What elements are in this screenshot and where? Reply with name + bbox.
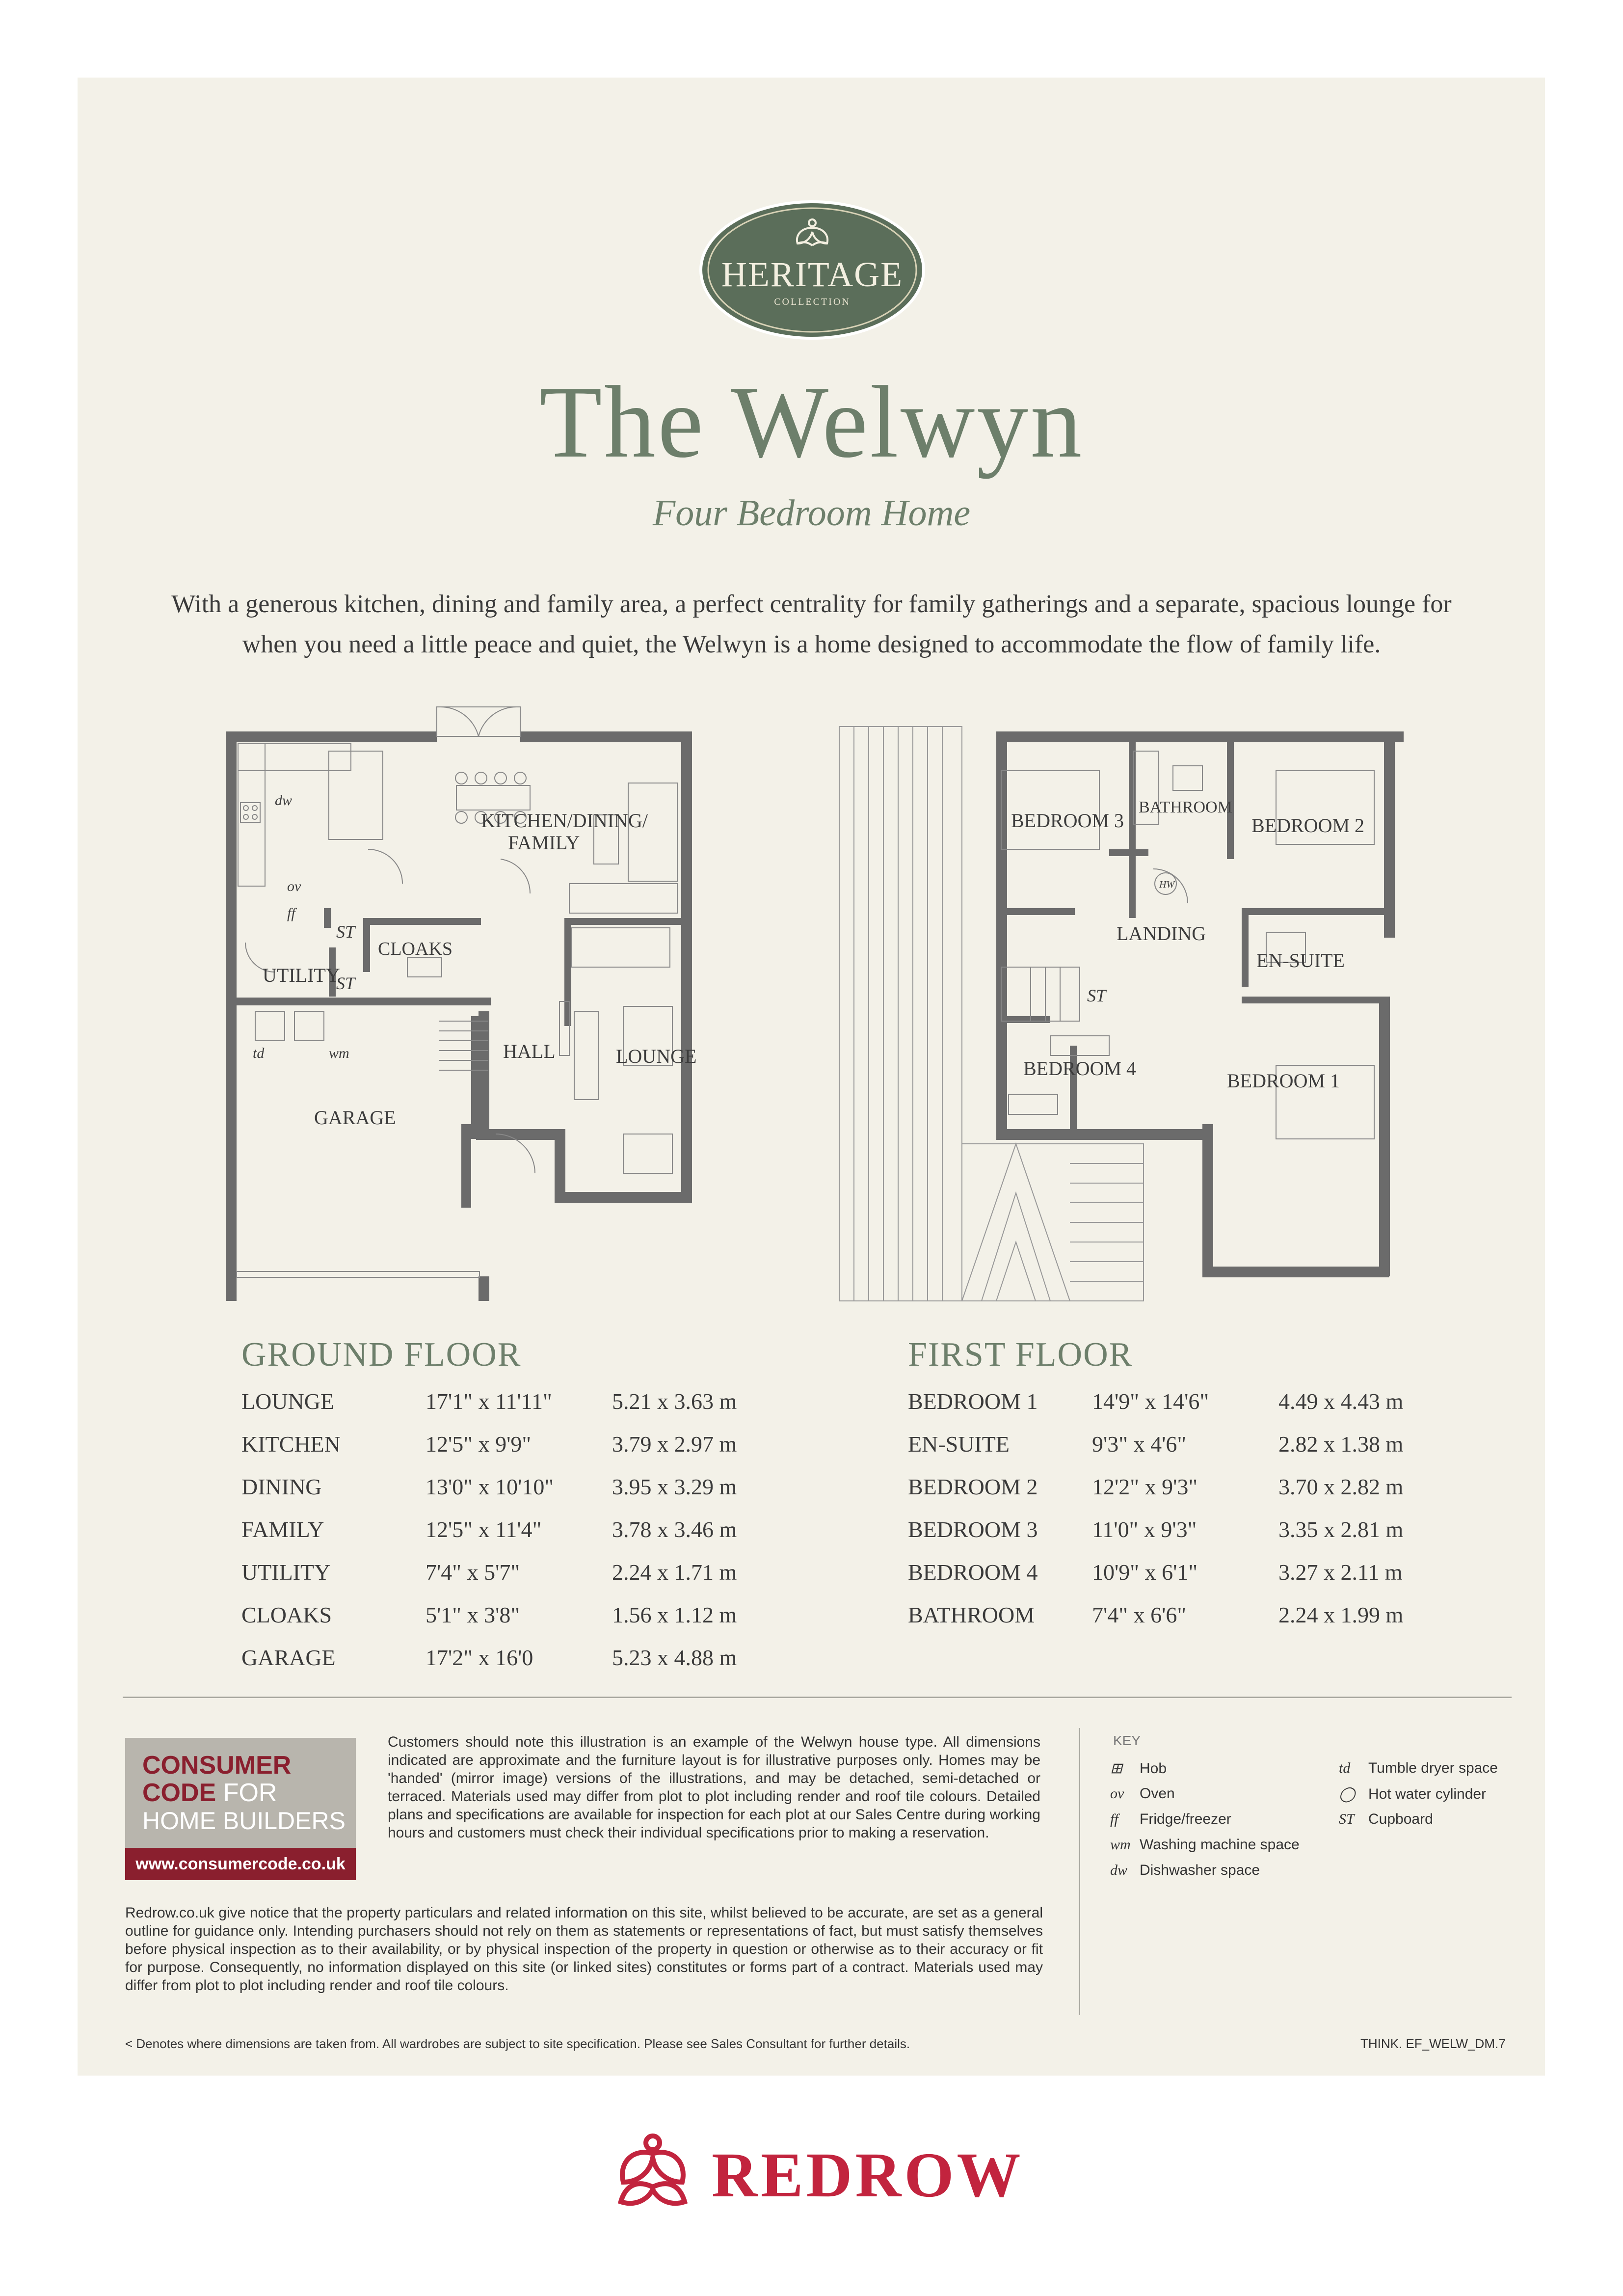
key-item	[1339, 1811, 1433, 1828]
consumer-code-line3: HOME BUILDERS	[142, 1807, 346, 1835]
first-floor-heading: FIRST FLOOR	[908, 1336, 1133, 1374]
footer-note: < Denotes where dimensions are taken from. All wardrobes are subject to site specification. Please see Sales Consultant for further details.	[125, 2036, 910, 2051]
room-imperial: 17'1" x 11'11"	[426, 1389, 552, 1414]
page-title: The Welwyn	[539, 365, 1084, 479]
hob-icon: ⊞	[1110, 1760, 1123, 1777]
room-imperial: 17'2" x 16'0	[426, 1645, 533, 1670]
key-item	[1110, 1862, 1260, 1879]
room-imperial: 11'0" x 9'3"	[1092, 1517, 1197, 1542]
key-label: Oven	[1140, 1785, 1175, 1802]
room-imperial: 7'4" x 6'6"	[1092, 1602, 1187, 1627]
key-label: Cupboard	[1368, 1811, 1433, 1827]
key-symbol: ov	[1110, 1785, 1124, 1802]
key-item	[1339, 1760, 1498, 1777]
key-item	[1110, 1785, 1175, 1802]
label-hall: HALL	[503, 1040, 556, 1062]
room-imperial: 7'4" x 5'7"	[426, 1560, 520, 1585]
label-lounge: LOUNGE	[616, 1045, 697, 1067]
intro-text: With a generous kitchen, dining and family area, a perfect centrality for family gatherings and a separate, spacious lounge for when you need a little peace and quiet, the Welwyn is a home designed to accommodate the flow of family life.	[171, 590, 1452, 658]
room-metric: 3.35 x 2.81 m	[1278, 1517, 1404, 1542]
room-name: KITCHEN	[241, 1432, 341, 1457]
label-cloaks: CLOAKS	[378, 939, 453, 959]
room-name: DINING	[241, 1474, 322, 1499]
customer-note: Customers should note this illustration is an example of the Welwyn house type. All dimensions indicated are approximate and the furniture layout is for illustrative purposes only. Homes may be 'handed' (mirror image) versions of the illustrations, and may be detached, semi-detached or terraced. Materials used may differ from plot to plot including render and roof tile colours. Detailed plans and specifications are available for inspection for each plot at our Sales Centre during working hours and customers must check their individual specifications prior to making a reservation.	[388, 1734, 1040, 1841]
ground-floor-heading: GROUND FLOOR	[241, 1336, 522, 1374]
consumer-code-line1: CONSUMER	[142, 1751, 292, 1780]
label-td: td	[253, 1045, 265, 1061]
room-metric: 3.79 x 2.97 m	[612, 1432, 737, 1457]
room-metric: 3.70 x 2.82 m	[1278, 1474, 1404, 1499]
redrow-leaf-icon	[609, 2128, 697, 2221]
room-metric: 5.21 x 3.63 m	[612, 1389, 737, 1414]
room-name: BATHROOM	[908, 1602, 1035, 1627]
room-name: EN-SUITE	[908, 1432, 1010, 1457]
key-divider	[1079, 1728, 1080, 2015]
label-utility: UTILITY	[263, 964, 340, 986]
key-label: Hot water cylinder	[1368, 1786, 1487, 1802]
key-item	[1110, 1837, 1300, 1853]
room-metric: 2.82 x 1.38 m	[1278, 1432, 1404, 1457]
label-dw: dw	[275, 792, 293, 809]
key-symbol: dw	[1110, 1862, 1128, 1878]
room-name: CLOAKS	[241, 1602, 332, 1627]
redrow-notice: Redrow.co.uk give notice that the property particulars and related information on this site, whilst believed to be accurate, are set as a general outline for guidance only. Intending purchasers should not rely on them as statements or representations of fact, but must satisfy themselves before physical inspection as to their availability, or by physical inspection of the property in question or otherwise as to their accuracy or fit for purpose. Consequently, no information displayed on this site (or linked sites) constitutes or forms part of a contract. Materials used may differ from plot to plot including render and roof tile colours.	[125, 1905, 1043, 1994]
hob-icon	[240, 803, 260, 822]
consumer-code-logo	[125, 1738, 356, 1880]
room-imperial: 5'1" x 3'8"	[426, 1602, 520, 1627]
label-st-2: ST	[336, 973, 355, 993]
label-family: FAMILY	[508, 832, 580, 854]
label-st: ST	[1087, 986, 1106, 1005]
consumer-code-line2: CODE FOR	[142, 1779, 277, 1807]
label-hw: HW	[1159, 879, 1175, 890]
room-metric: 3.78 x 3.46 m	[612, 1517, 737, 1542]
ground-floor-plan	[216, 687, 785, 1301]
room-imperial: 12'2" x 9'3"	[1092, 1474, 1198, 1499]
key-heading: KEY	[1113, 1733, 1141, 1748]
label-garage: GARAGE	[314, 1107, 396, 1129]
label-bedroom-3: BEDROOM 3	[1011, 810, 1124, 832]
key-symbol: ST	[1339, 1811, 1355, 1827]
hot-water-icon: ◯	[1339, 1786, 1356, 1802]
label-ff: ff	[287, 905, 295, 921]
collection-subtitle: COLLECTION	[774, 297, 851, 307]
label-wm: wm	[329, 1045, 349, 1061]
first-floor-plan	[834, 722, 1404, 1316]
label-bedroom-2: BEDROOM 2	[1251, 814, 1365, 837]
key-item	[1110, 1760, 1167, 1777]
room-imperial: 12'5" x 11'4"	[426, 1517, 542, 1542]
redrow-wordmark: REDROW	[712, 2140, 1024, 2211]
room-metric: 3.27 x 2.11 m	[1278, 1560, 1403, 1585]
key-symbol: ff	[1110, 1811, 1118, 1827]
label-kitchen: KITCHEN/DINING/	[481, 810, 648, 832]
key-item	[1339, 1785, 1486, 1803]
room-imperial: 14'9" x 14'6"	[1092, 1389, 1209, 1414]
key-symbol: td	[1339, 1760, 1351, 1776]
document-code: THINK. EF_WELW_DM.7	[1360, 2036, 1506, 2051]
label-ov: ov	[287, 878, 301, 894]
divider-rule	[123, 1697, 1512, 1698]
room-name: BEDROOM 4	[908, 1560, 1038, 1585]
room-name: BEDROOM 3	[908, 1517, 1038, 1542]
room-imperial: 12'5" x 9'9"	[426, 1432, 532, 1457]
consumer-code-url[interactable]: www.consumercode.co.uk	[125, 1848, 356, 1880]
room-name: UTILITY	[241, 1560, 331, 1585]
label-bedroom-1: BEDROOM 1	[1227, 1070, 1340, 1092]
room-metric: 5.23 x 4.88 m	[612, 1645, 737, 1670]
room-name: LOUNGE	[241, 1389, 335, 1414]
page-subtitle: Four Bedroom Home	[652, 492, 971, 534]
label-en-suite: EN-SUITE	[1256, 949, 1345, 972]
room-name: BEDROOM 1	[908, 1389, 1038, 1414]
room-metric: 1.56 x 1.12 m	[612, 1602, 737, 1627]
label-landing: LANDING	[1117, 922, 1206, 945]
collection-name: HERITAGE	[721, 255, 904, 294]
key-label: Tumble dryer space	[1368, 1760, 1498, 1776]
label-bedroom-4: BEDROOM 4	[1023, 1057, 1137, 1080]
room-imperial: 9'3" x 4'6"	[1092, 1432, 1187, 1457]
label-bathroom: BATHROOM	[1139, 798, 1232, 816]
room-imperial: 10'9" x 6'1"	[1092, 1560, 1198, 1585]
key-label: Dishwasher space	[1140, 1862, 1260, 1878]
label-st-1: ST	[336, 922, 355, 942]
room-name: FAMILY	[241, 1517, 324, 1542]
room-name: GARAGE	[241, 1645, 336, 1670]
key-symbol: wm	[1110, 1837, 1131, 1853]
key-item	[1110, 1811, 1231, 1828]
key-label: Fridge/freezer	[1140, 1811, 1231, 1827]
room-metric: 2.24 x 1.99 m	[1278, 1602, 1404, 1627]
key-label: Hob	[1140, 1760, 1167, 1777]
room-metric: 4.49 x 4.43 m	[1278, 1389, 1404, 1414]
key-label: Washing machine space	[1140, 1837, 1300, 1853]
room-metric: 2.24 x 1.71 m	[612, 1560, 737, 1585]
room-name: BEDROOM 2	[908, 1474, 1038, 1499]
room-imperial: 13'0" x 10'10"	[426, 1474, 554, 1499]
room-metric: 3.95 x 3.29 m	[612, 1474, 737, 1499]
